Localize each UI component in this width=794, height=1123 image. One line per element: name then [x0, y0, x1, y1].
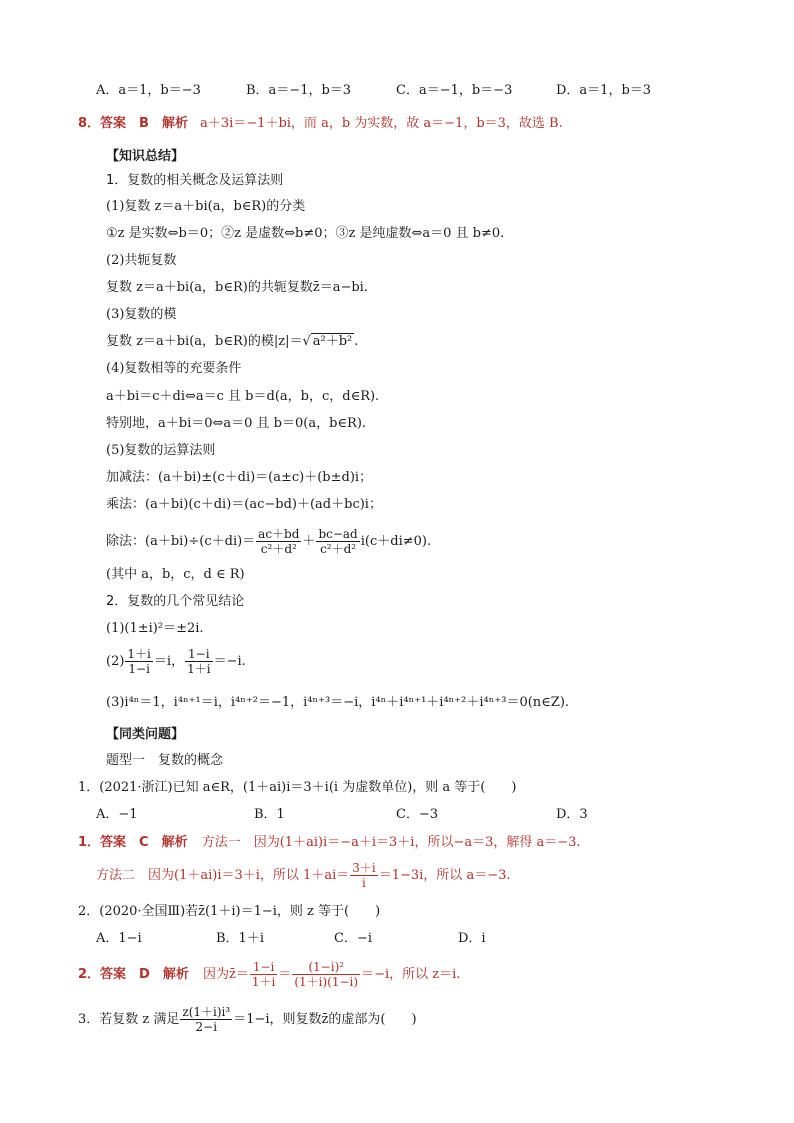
answer-8-label: 8．答案 B 解析: [78, 116, 188, 131]
section-2-title: 2．复数的几个常见结论: [106, 594, 245, 609]
type-1-title: 题型一 复数的概念: [106, 753, 224, 768]
fraction-q3: $\frac{\text{z(1＋i)i³}}{2-i}$: [182, 1005, 231, 1034]
answer-1-method-2: 方法二 因为(1＋ai)i＝3＋i，所以 1＋ai＝ $\frac{3+i}{i}$ ＝1−3i，所以 a＝−3.: [96, 861, 511, 890]
q1-option-c: C．−3: [396, 807, 439, 822]
conclusion-1: (1)(1±i)²＝±2i.: [106, 621, 204, 636]
answer-1-method-1: 方法一 因为(1＋ai)i＝−a＋i＝3＋i，所以−a＝3，解得 a＝−3.: [201, 835, 581, 850]
rule-division: 除法：(a＋bi)÷(c＋di)＝ $\frac{ac+bd}{\text{c²＋d²}}$ ＋ $\frac{bc-ad}{\text{c²＋d²}}$ i(c＋di≠0).: [106, 527, 432, 556]
fraction-a1: $\frac{3+i}{i}$: [352, 861, 376, 890]
q7-option-b: B．a＝−1，b＝3: [246, 83, 352, 98]
fraction-a2a: $\frac{1-i}{1+i}$: [251, 960, 276, 989]
point-3-detail: 复数 z＝a＋bi(a，b∈R)的模|z|＝√ a²＋b² .: [106, 334, 359, 349]
point-2-detail: 复数 z＝a＋bi(a，b∈R)的共轭复数z̄＝a−bi.: [106, 280, 368, 295]
q1-option-d: D．3: [556, 807, 588, 822]
similar-heading: 【同类问题】: [106, 727, 185, 742]
question-3: 3．若复数 z 满足 $\frac{\text{z(1＋i)i³}}{2-i}$ ＝1−i，则复数z̄的虚部为( ): [78, 1005, 417, 1034]
question-1: 1．(2021·浙江)已知 a∈R，(1＋ai)i＝3＋i(i 为虚数单位)，则 a 等于( ): [78, 780, 517, 795]
answer-8: [78, 115, 563, 133]
fraction-c2b: $\frac{1-i}{1+i}$: [187, 647, 211, 676]
q2-option-d: D．i: [458, 931, 486, 946]
point-1: (1)复数 z＝a＋bi(a，b∈R)的分类: [106, 199, 306, 214]
rule-addition: 加减法：(a＋bi)±(c＋di)＝(a±c)＋(b±d)i；: [106, 470, 373, 485]
fraction-a2b: $\frac{\text{(1−i)²}}{(1+i)(1-i)}$: [294, 960, 359, 989]
question-2: 2．(2020·全国Ⅲ)若z̄(1＋i)＝1−i，则 z 等于( ): [78, 904, 381, 919]
knowledge-heading: 【知识总结】: [106, 149, 185, 164]
q1-option-b: B．1: [254, 807, 285, 822]
modulus-text: 复数 z＝a＋bi(a，b∈R)的模|z|＝: [106, 334, 303, 349]
point-4-special: 特别地，a＋bi＝0⇔a＝0 且 b＝0(a，b∈R).: [106, 416, 367, 431]
q7-option-c: C．a＝−1，b＝−3: [396, 83, 513, 98]
conclusion-2: (2) $\frac{1+i}{1-i}$ ＝i， $\frac{1-i}{1+i}$ ＝−i.: [106, 647, 246, 676]
rule-multiplication: 乘法：(a＋bi)(c＋di)＝(ac−bd)＋(ad＋bc)i；: [106, 497, 382, 512]
point-5: (5)复数的运算法则: [106, 443, 216, 458]
division-text: 除法：(a＋bi)÷(c＋di)＝: [106, 534, 256, 549]
sqrt-sign: √: [302, 334, 311, 349]
point-4-detail: a＋bi＝c＋di⇔a＝c 且 b＝d(a，b，c，d∈R).: [106, 389, 380, 404]
q2-option-b: B．1＋i: [216, 931, 264, 946]
q7-option-d: D．a＝1，b＝3: [556, 83, 652, 98]
conclusion-3: (3)i⁴ⁿ＝1，i⁴ⁿ⁺¹＝i，i⁴ⁿ⁺²＝−1，i⁴ⁿ⁺³＝−i，i⁴ⁿ＋i⁴ⁿ⁺¹＋i⁴ⁿ⁺²＋i⁴ⁿ⁺³＝0(n∈Z).: [106, 695, 570, 710]
answer-8-text: a＋3i＝−1＋bi，而 a，b 为实数，故 a＝−1，b＝3，故选 B.: [200, 116, 563, 131]
section-1-title: 1．复数的相关概念及运算法则: [106, 173, 284, 188]
variable-note: (其中 a，b，c，d ∈ R): [106, 567, 245, 582]
point-4: (4)复数相等的充要条件: [106, 361, 242, 376]
q7-option-a: A．a＝1，b＝−3: [96, 83, 201, 98]
fraction-c2a: $\frac{1+i}{1-i}$: [127, 647, 151, 676]
q1-option-a: A．−1: [96, 807, 138, 822]
point-2: (2)共轭复数: [106, 253, 177, 268]
point-1-detail: ①z 是实数⇔b＝0；②z 是虚数⇔b≠0；③z 是纯虚数⇔a＝0 且 b≠0.: [106, 226, 505, 241]
q2-option-a: A．1−i: [96, 931, 142, 946]
point-3: (3)复数的模: [106, 307, 177, 322]
fraction-imag: $\frac{bc-ad}{\text{c²＋d²}}$: [318, 527, 358, 556]
fraction-real: $\frac{ac+bd}{\text{c²＋d²}}$: [258, 527, 300, 556]
modulus-radicand: a²＋b²: [312, 334, 353, 349]
answer-1: 1．答案 C 解析 方法一 因为(1＋ai)i＝−a＋i＝3＋i，所以−a＝3，解得 a＝−3.: [78, 835, 581, 850]
q2-option-c: C．−i: [334, 931, 372, 946]
answer-2: 2．答案 D 解析 因为z̄＝ $\frac{1-i}{1+i}$ ＝ $\frac{\text{(1−i)²}}{(1+i)(1-i)}$ ＝−i，所以 z＝i.: [78, 960, 461, 989]
